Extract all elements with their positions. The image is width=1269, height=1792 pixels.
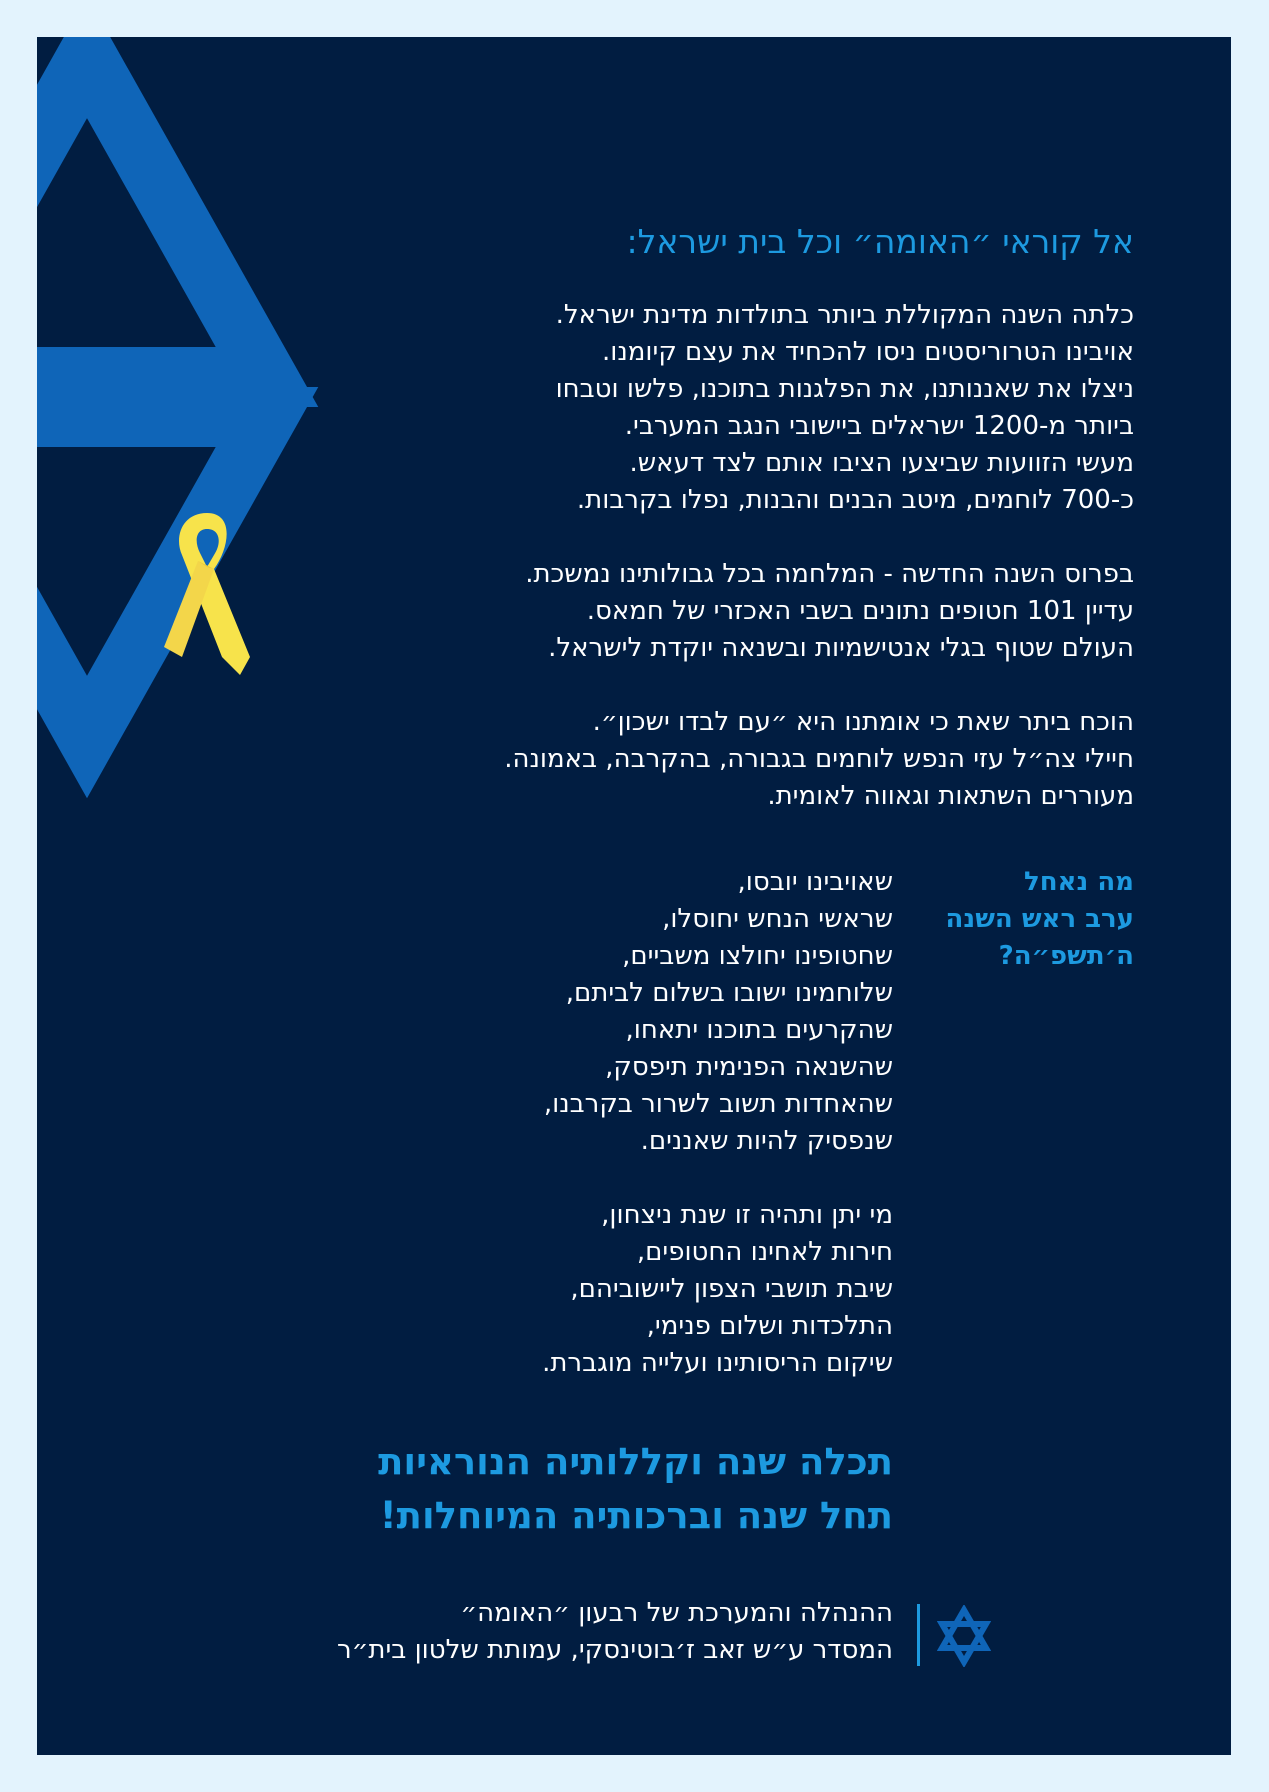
nation-paragraph xyxy=(374,704,1134,815)
wish-line: שראשי הנחש יחוסלו, xyxy=(662,904,893,934)
paragraph-line: כ-700 לוחמים, מיטב הבנים והבנות, נפלו בקרבות. xyxy=(576,485,1134,515)
wish-line: חירות לאחינו החטופים, xyxy=(636,1237,893,1267)
signature-line: המסדר ע״ש זאב ז׳בוטינסקי, עמותת שלטון בית״ר xyxy=(336,1635,893,1665)
paragraph-line: ביותר מ-1200 ישראלים ביישובי הנגב המערבי. xyxy=(624,411,1134,441)
paragraph-line: העולם שטוף בגלי אנטישמיות ובשנאה יוקדת לישראל. xyxy=(548,633,1134,663)
wish-heading-line: מה נאחל xyxy=(1023,867,1134,897)
wish-list-second xyxy=(333,1197,893,1382)
footer-divider xyxy=(917,1604,920,1666)
paragraph-line: בפרוס השנה החדשה - המלחמה בכל גבולותינו נמשכת. xyxy=(525,559,1134,589)
wish-line: שלוחמינו ישובו בשלום לביתם, xyxy=(565,978,893,1008)
wish-line: שנפסיק להיות שאננים. xyxy=(640,1126,893,1156)
wish-line: שחטופינו יחולצו משביים, xyxy=(622,941,893,971)
intro-paragraph xyxy=(374,297,1134,519)
war-paragraph xyxy=(374,556,1134,667)
paragraph-line: ניצלו את שאננותנו, את הפלגנות בתוכנו, פלשו וטבחו xyxy=(555,374,1134,404)
paragraph-line: כלתה השנה המקוללת ביותר בתולדות מדינת ישראל. xyxy=(555,300,1134,330)
closing-line: תכלה שנה וקללותיה הנוראיות xyxy=(378,1440,893,1483)
wish-line: שהשנאה הפנימית תיפסק, xyxy=(605,1052,893,1082)
wish-line: שהקרעים בתוכנו יתאחו, xyxy=(625,1015,893,1045)
wish-heading-line: ערב ראש השנה xyxy=(945,904,1134,934)
greeting-panel xyxy=(37,37,1231,1755)
star-of-david-icon xyxy=(37,37,397,807)
greeting-title: אל קוראי ״האומה״ וכל בית ישראל: xyxy=(626,222,1134,261)
yellow-ribbon-icon xyxy=(152,507,262,677)
paragraph-line: מעשי הזוועות שביצעו הציבו אותם לצד דעאש. xyxy=(629,448,1134,478)
wish-line: התלכדות ושלום פנימי, xyxy=(646,1311,893,1341)
wish-list-first xyxy=(333,864,893,1160)
wish-line: שיבת תושבי הצפון ליישוביהם, xyxy=(570,1274,893,1304)
paragraph-line: עדיין 101 חטופים נתונים בשבי האכזרי של חמאס. xyxy=(586,596,1134,626)
closing-blessing xyxy=(133,1435,893,1543)
paragraph-line: אויבינו הטרוריסטים ניסו להכחיד את עצם קיומנו. xyxy=(602,337,1134,367)
signature-block xyxy=(133,1595,893,1669)
wish-heading-line: ה׳תשפ״ה? xyxy=(998,941,1134,971)
paragraph-line: מעוררים השתאות וגאווה לאומית. xyxy=(767,781,1134,811)
closing-line: תחל שנה וברכותיה המיוחלות! xyxy=(379,1494,893,1537)
paragraph-line: הוכח ביתר שאת כי אומתנו היא ״עם לבדו ישכון״. xyxy=(592,707,1134,737)
wish-line: מי יתן ותהיה זו שנת ניצחון, xyxy=(601,1200,893,1230)
signature-line: ההנהלה והמערכת של רבעון ״האומה״ xyxy=(460,1598,893,1628)
wish-line: שיקום הריסותינו ועלייה מוגברת. xyxy=(542,1348,893,1378)
wish-line: שאויבינו יובסו, xyxy=(737,867,893,897)
paragraph-line: חיילי צה״ל עזי הנפש לוחמים בגבורה, בהקרבה, באמונה. xyxy=(504,744,1134,774)
star-of-david-icon xyxy=(937,1605,991,1667)
wish-line: שהאחדות תשוב לשרור בקרבנו, xyxy=(543,1089,893,1119)
wish-heading xyxy=(914,864,1134,975)
